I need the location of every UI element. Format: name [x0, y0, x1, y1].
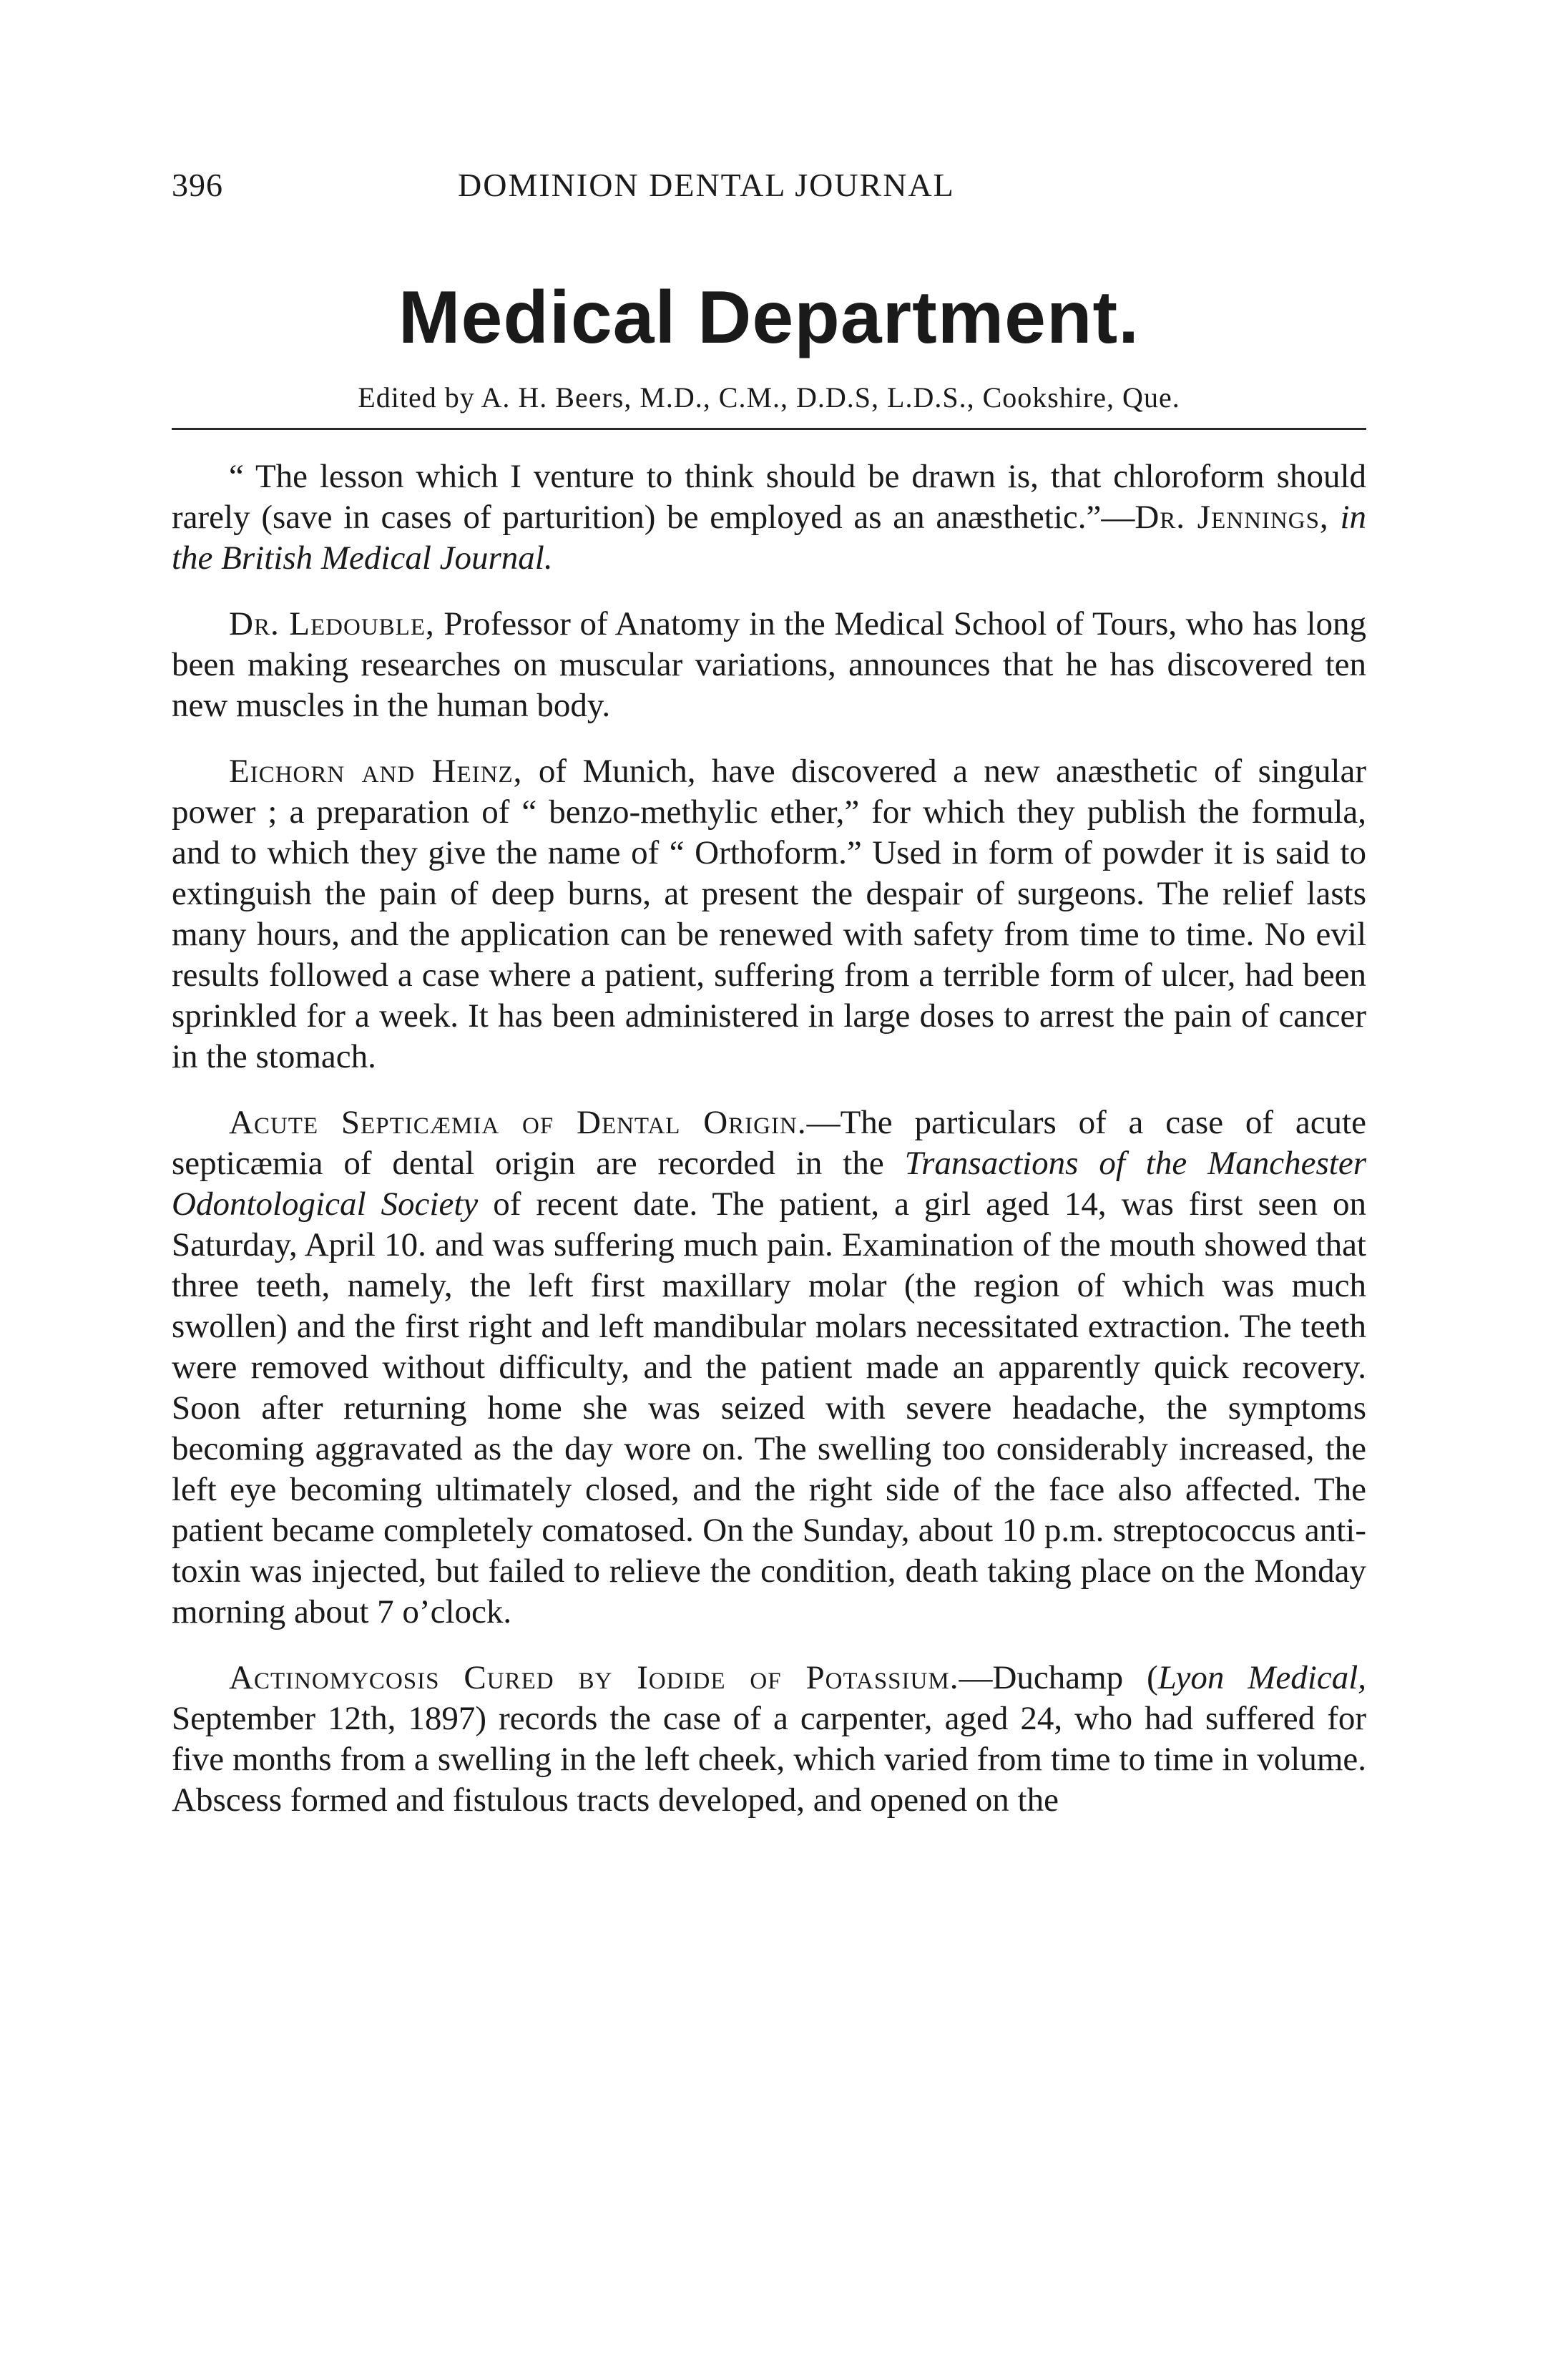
article-text: Professor of Anatomy in the Medical School of Tours, who has long been making researches on muscular variations, announces that he has discovered ten new muscles in the human body.: [172, 605, 1367, 724]
epigraph-paragraph: [172, 456, 1366, 579]
article-text-continued: September 12th, 1897) records the case of a carpenter, aged 24, who had suffered for five months from a swelling in the left cheek, which varied from time to time in volume. Abscess formed and fistulous tracts developed, and opened on the: [172, 1700, 1366, 1819]
article-lead: Dr. Ledouble,: [229, 605, 435, 642]
article-body: [172, 456, 1366, 1846]
article-text: of Munich, have discovered a new anæsthetic of singular power ; a preparation of “ benzo-methylic ether,” for which they publish the formula, and to which they give the name of “ Orthoform.” Used in form of powder it is said to extinguish the pain of deep burns, at present the despair of surgeons. The relief lasts many hours, and the application can be renewed with safety from time to time. No evil results followed a case where a patient, suffering from a terrible form of ulcer, had been sprinkled for a week. It has been administered in large doses to arrest the pain of cancer in the stomach.: [172, 753, 1367, 1075]
article-text-continued: of recent date. The patient, a girl aged 14, was first seen on Saturday, April 10. and was suffering much pain. Examination of the mouth showed that three teeth, namely, the left first maxillary molar (the region of which was much swollen) and the first right and left mandibular molars necessitated extraction. The teeth were removed without difficulty, and the patient made an apparently quick recovery. Soon after returning home she was seized with severe headache, the symptoms becoming aggravated as the day wore on. The swelling too considerably increased, the left eye becoming ultimately closed, and the right side of the face also affected. The patient became completely comatosed. On the Sunday, about 10 p.m. streptococcus anti-toxin was injected, but failed to relieve the condition, death taking place on the Monday morning about 7 o’clock.: [172, 1185, 1366, 1631]
article-text: —The particulars of a case of acute septicæmia of dental origin are recorded in the: [172, 1104, 1366, 1182]
epigraph-author: Dr. Jennings,: [1135, 499, 1329, 536]
article-lead: Eichorn and Heinz,: [229, 753, 523, 790]
article-septicaemia: [172, 1103, 1366, 1633]
section-title: Medical Department.: [398, 276, 1140, 359]
article-text: —Duchamp (: [959, 1659, 1158, 1696]
running-head: [172, 166, 1366, 209]
article-ledouble: [172, 604, 1366, 726]
article-lead: Acute Septicæmia of Dental Origin.: [229, 1104, 807, 1141]
page-number: 396: [172, 167, 223, 203]
epigraph-source: in the British Medical Journal.: [172, 499, 1366, 577]
article-actinomycosis: [172, 1658, 1366, 1821]
article-italic-source: Lyon Medical,: [1157, 1659, 1366, 1696]
article-lead: Actinomycosis Cured by Iodide of Potassium.: [229, 1659, 959, 1696]
journal-title: DOMINION DENTAL JOURNAL: [458, 167, 955, 203]
article-italic-source: Transactions of the Manchester Odontological Society: [172, 1145, 1366, 1223]
divider-rule: [172, 428, 1366, 430]
epigraph-quote: “ The lesson which I venture to think should be drawn is, that chloroform should rarely (save in cases of parturition) be employed as an anæsthetic.”—: [172, 458, 1366, 536]
article-orthoform: [172, 751, 1366, 1077]
editor-line: Edited by A. H. Beers, M.D., C.M., D.D.S, L.D.S., Cookshire, Que.: [358, 381, 1180, 414]
